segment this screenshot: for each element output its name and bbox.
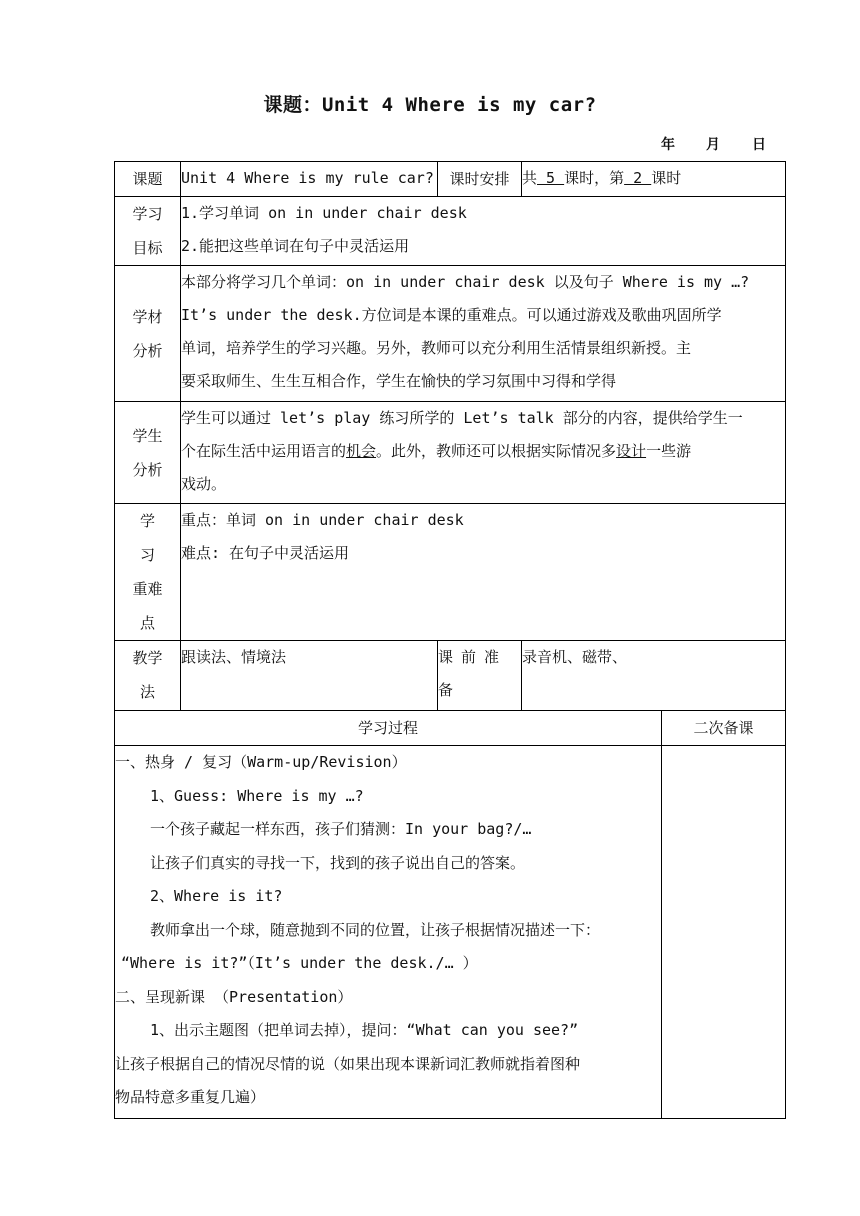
process-line: “Where is it?”（It’s under the desk./… ）	[121, 954, 478, 972]
material-label	[115, 266, 181, 402]
date-month-label: 月	[706, 137, 720, 153]
topic-value: Unit 4 Where is my rule car?	[181, 162, 438, 197]
keypoints-content	[181, 504, 786, 641]
material-label-line: 分析	[132, 341, 163, 360]
students-text: 个在际生活中运用语言的	[181, 442, 347, 460]
process-line: 二、呈现新课 （Presentation）	[115, 987, 353, 1006]
material-line: 要采取师生、生生互相合作，学生在愉快的学习氛围中习得和学得	[181, 372, 617, 390]
students-line: 学生可以通过 let’s play 练习所学的 Let’s talk 部分的内容，提供给学生一	[181, 409, 743, 427]
students-text: 一些游	[646, 442, 692, 460]
students-line	[181, 435, 785, 468]
material-content	[181, 266, 786, 402]
goals-label-line: 目标	[132, 239, 163, 257]
material-line: 单词，培养学生的学习兴趣。另外，教师可以充分利用生活情景组织新授。主	[181, 339, 692, 357]
goals-line: 1.学习单词 on in under chair desk	[181, 204, 467, 222]
students-label-line: 学生	[132, 426, 163, 445]
process-line: 让孩子们真实的寻找一下，找到的孩子说出自己的答案。	[150, 853, 526, 872]
goals-line: 2.能把这些单词在句子中灵活运用	[181, 237, 410, 255]
material-label-line: 学材	[132, 307, 163, 326]
schedule-mid: 课时，第	[564, 169, 625, 187]
process-line: 1、Guess: Where is my …?	[150, 786, 364, 805]
process-content	[115, 746, 662, 1119]
schedule-post: 课时	[651, 169, 682, 187]
row-material	[115, 266, 786, 402]
method-label-line: 教学	[132, 649, 163, 667]
topic-label: 课题	[115, 162, 181, 197]
keypoints-label-line: 习	[139, 546, 155, 564]
row-method	[115, 641, 786, 711]
keypoints-label-line: 学	[139, 512, 155, 530]
second-prep-content	[662, 746, 786, 1119]
keypoints-line: 重点：单词 on in under chair desk	[181, 511, 464, 529]
process-line: 一、热身 / 复习（Warm-up/Revision）	[115, 753, 407, 771]
keypoints-label	[115, 504, 181, 641]
process-line: 物品特意多重复几遍）	[115, 1088, 266, 1106]
students-underlined-word: 机会	[346, 442, 377, 460]
prep-label-line: 备	[438, 681, 462, 699]
second-prep-header: 二次备课	[662, 711, 786, 746]
goals-label-line: 学习	[132, 205, 163, 223]
prep-label-line: 课前准	[438, 648, 508, 666]
material-line: It’s under the desk.方位词是本课的重难点。可以通过游戏及歌曲巩固所学	[181, 306, 722, 324]
method-value: 跟读法、情境法	[181, 641, 438, 711]
date-year-label: 年	[661, 137, 675, 153]
row-topic	[115, 162, 786, 197]
schedule-current: 2	[624, 169, 652, 187]
row-goals	[115, 197, 786, 266]
lesson-plan-table	[114, 161, 786, 1119]
students-label	[115, 402, 181, 504]
date-line	[0, 134, 860, 154]
process-line: 让孩子根据自己的情况尽情的说（如果出现本课新词汇教师就指着图种	[115, 1054, 581, 1073]
keypoints-label-line: 重难	[132, 580, 163, 598]
prep-value: 录音机、磁带、	[522, 641, 786, 711]
method-label-line: 法	[139, 683, 155, 701]
goals-content	[181, 197, 786, 266]
keypoints-line: 难点: 在句子中灵活运用	[181, 544, 350, 562]
process-line: 一个孩子藏起一样东西，孩子们猜测：In your bag?/…	[150, 820, 532, 838]
method-label	[115, 641, 181, 711]
row-process-header	[115, 711, 786, 746]
date-day-label: 日	[752, 137, 766, 153]
students-text: 。此外，教师还可以根据实际情况多	[376, 442, 617, 460]
students-line: 戏动。	[181, 475, 227, 493]
schedule-total: 5	[537, 169, 565, 187]
schedule-value	[522, 162, 786, 197]
process-line: 教师拿出一个球，随意抛到不同的位置，让孩子根据情况描述一下：	[150, 920, 601, 939]
row-keypoints	[115, 504, 786, 641]
keypoints-label-line: 点	[139, 614, 155, 632]
students-content	[181, 402, 786, 504]
students-label-line: 分析	[132, 460, 163, 479]
students-underlined-word: 设计	[616, 442, 647, 460]
schedule-pre: 共	[522, 169, 538, 187]
row-process-content	[115, 746, 786, 1119]
material-line: 本部分将学习几个单词：on in under chair desk 以及句子 Where is my …?	[181, 273, 750, 291]
process-header: 学习过程	[115, 711, 662, 746]
row-students	[115, 402, 786, 504]
schedule-label: 课时安排	[438, 162, 522, 197]
goals-label	[115, 197, 181, 266]
prep-label	[438, 641, 522, 711]
process-line: 2、Where is it?	[150, 887, 283, 905]
page-title: 课题：Unit 4 Where is my car?	[263, 94, 597, 116]
process-line: 1、出示主题图（把单词去掉），提问：“What can you see?”	[150, 1021, 579, 1039]
